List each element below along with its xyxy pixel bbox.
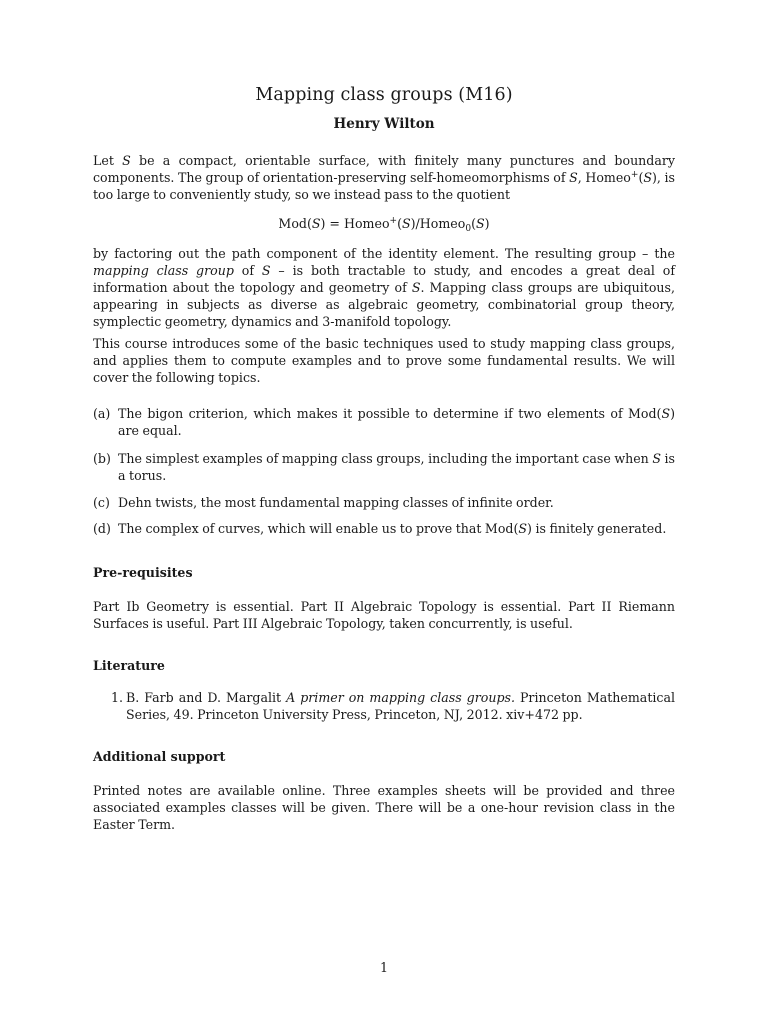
support-heading: Additional support [93,749,226,764]
literature-label: 1. [111,690,124,705]
topic-text: The simplest examples of mapping class groups, including the important case when S is a torus. [118,451,676,483]
topic-item [93,405,675,439]
topic-item [93,494,675,511]
topic-label: (c) [93,495,110,510]
topic-label: (d) [93,521,111,536]
topic-item [93,450,675,484]
prerequisites-heading: Pre-requisites [93,565,193,580]
intro-paragraph-3: This course introduces some of the basic techniques used to study mapping class groups, and applies them to compute examples and to prove some fundamental results. We will cover the following topics. [93,336,675,385]
topic-item [93,520,675,537]
support-text: Printed notes are available online. Three examples sheets will be provided and three associated examples classes will be given. There will be a one-hour revision class in the Easter Term. [93,783,675,832]
intro-paragraph-2: by factoring out the path component of the identity element. The resulting group – the mapping class group of S – is both tractable to study, and encodes a great deal of information about the topology and geometry of S. Mapping class groups are ubiquitous, appearing in subjects as diverse as algebraic geometry, combinatorial group theory, symplectic geometry, dynamics and 3-manifold topology. [93,246,676,329]
intro-paragraph-1: Let S be a compact, orientable surface, with finitely many punctures and boundary components. The group of orientation-preserving self-homeomorphisms of S, Homeo+(S), is too large to conveniently study, so we instead pass to the quotient [93,153,675,202]
literature-text: B. Farb and D. Margalit A primer on mapping class groups. Princeton Mathematical Series, 49. Princeton University Press, Princeton, NJ, 2012. xiv+472 pp. [126,690,675,722]
quotient-equation: Mod(S) = Homeo+(S)/Homeo$_0$(S) [278,216,490,234]
literature-item [93,689,675,723]
page-number: 1 [379,960,388,975]
topic-text: The bigon criterion, which makes it possible to determine if two elements of Mod(S) are equal. [118,406,675,438]
topic-label: (a) [93,406,111,421]
topic-label: (b) [93,451,111,466]
literature-heading: Literature [93,658,165,673]
topic-text: Dehn twists, the most fundamental mapping classes of infinite order. [118,495,554,510]
page-title: Mapping class groups (M16) [255,85,513,105]
prerequisites-text: Part Ib Geometry is essential. Part II Algebraic Topology is essential. Part II Riemann Surfaces is useful. Part III Algebraic Topology, taken concurrently, is useful. [93,599,675,631]
topic-text: The complex of curves, which will enable us to prove that Mod(S) is finitely generated. [118,521,667,536]
author-name: Henry Wilton [333,116,435,132]
